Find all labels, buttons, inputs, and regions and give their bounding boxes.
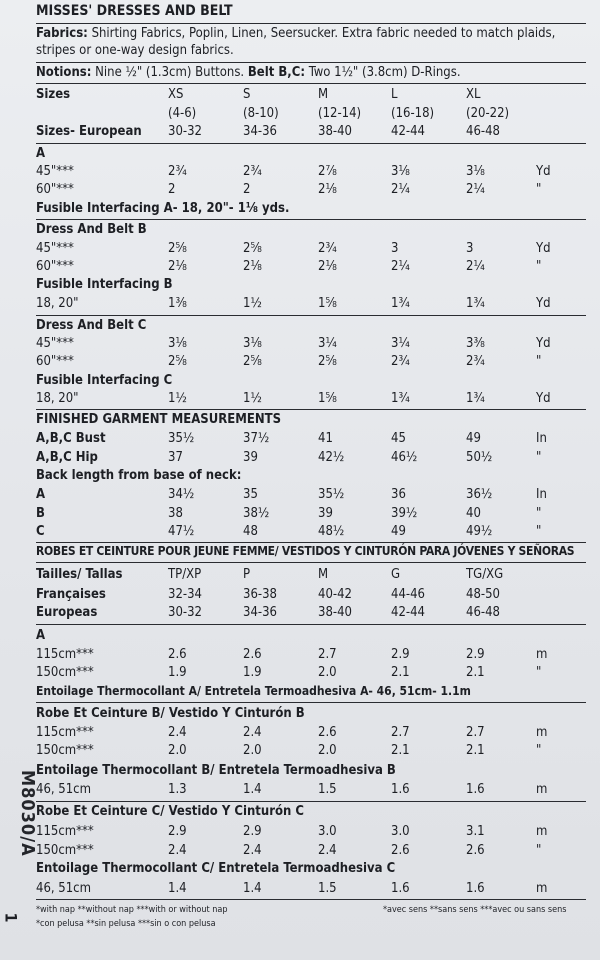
unit: " (536, 450, 542, 465)
page-number: 1 (1, 912, 21, 923)
row-label: 150cm*** (36, 743, 94, 758)
entoilage-a: Entoilage Thermocollant A/ Entretela Termoadhesiva A- 46, 51cm- 1.1m (36, 684, 471, 698)
cell: 2⅛ (318, 259, 337, 274)
cell: 37½ (243, 431, 270, 446)
cell: 40 (466, 506, 481, 521)
unit: Yd (536, 391, 551, 406)
row-label: 18, 20" (36, 391, 79, 406)
size-european: 42-44 (391, 124, 425, 139)
cell: 3⅛ (466, 164, 485, 179)
row-label: 45"*** (36, 241, 74, 256)
cell: 2¾ (318, 241, 337, 256)
cell: 1½ (243, 296, 262, 311)
view-a-heading (0, 145, 600, 162)
sizes-range-row (0, 105, 600, 122)
divider (36, 624, 586, 625)
cell: 42½ (318, 450, 345, 465)
cell: 44-46 (391, 587, 425, 602)
fabrics-line-1 (36, 25, 590, 42)
sizes-european-row (0, 123, 600, 140)
metric-a-label: A (36, 628, 46, 643)
divider (36, 801, 586, 802)
fabrics-label: Fabrics: (36, 26, 88, 41)
cell: 2⅝ (243, 241, 262, 256)
cell: 48 (243, 524, 258, 539)
size-european: 38-40 (318, 124, 352, 139)
dress-belt-b-label: Dress And Belt B (36, 222, 147, 237)
size-range: (20-22) (466, 106, 510, 121)
size-code: M (318, 87, 329, 102)
cell: 2.1 (466, 665, 485, 680)
unit: " (536, 665, 542, 680)
cell: 2.0 (168, 743, 187, 758)
cell: 1.9 (243, 665, 262, 680)
cell: 1.3 (168, 782, 187, 797)
size-code: L (391, 87, 398, 102)
divider (36, 562, 586, 563)
cell: 2.9 (391, 647, 410, 662)
francaises-row (0, 586, 600, 603)
row-label: 45"*** (36, 164, 74, 179)
row-label: B (36, 506, 45, 521)
cell: 2.4 (243, 843, 262, 858)
cell: 42-44 (391, 605, 425, 620)
row-label: 150cm*** (36, 665, 94, 680)
cell: TP/XP (168, 567, 202, 582)
metric-b-115 (0, 724, 600, 741)
french-title: ROBES ET CEINTURE POUR JEUNE FEMME/ VESTIDOS Y CINTURÓN PARA JÓVENES Y SEÑORAS (36, 544, 575, 558)
cell: 2¾ (466, 354, 485, 369)
row-label: 60"*** (36, 259, 74, 274)
cell: 34-36 (243, 605, 277, 620)
cell: 46-48 (466, 605, 500, 620)
cell: 2¼ (391, 259, 410, 274)
tailles-row (0, 566, 600, 583)
size-code: XS (168, 87, 184, 102)
cell: 2.7 (466, 725, 485, 740)
cell: 2⅝ (168, 241, 187, 256)
unit: " (536, 743, 542, 758)
unit: m (536, 725, 548, 740)
cell: 2⅞ (318, 164, 337, 179)
unit: " (536, 259, 542, 274)
divider (36, 899, 586, 900)
view-a-60 (0, 181, 600, 198)
cell: 35 (243, 487, 258, 502)
cell: 3⅛ (243, 336, 262, 351)
row-label: 115cm*** (36, 647, 94, 662)
divider (36, 23, 586, 24)
unit: m (536, 881, 548, 896)
cell: 35½ (318, 487, 345, 502)
cell: 2⅛ (168, 259, 187, 274)
footnote-english: *with nap **without nap ***with or without nap (36, 905, 228, 915)
cell: 3⅜ (466, 336, 485, 351)
cell: 2.7 (391, 725, 410, 740)
interfacing-b-label: Fusible Interfacing B (36, 277, 173, 292)
cell: 36 (391, 487, 406, 502)
unit: In (536, 431, 547, 446)
row-label: 150cm*** (36, 843, 94, 858)
cell: 2.6 (243, 647, 262, 662)
cell: 49 (466, 431, 481, 446)
cell: 2¾ (243, 164, 262, 179)
row-label: 60"*** (36, 354, 74, 369)
notions-label: Notions: (36, 65, 92, 80)
belt-text: Two 1½" (3.8cm) D-Rings. (308, 65, 461, 80)
cell: 2⅛ (243, 259, 262, 274)
unit: " (536, 182, 542, 197)
dress-belt-c-label: Dress And Belt C (36, 318, 147, 333)
metric-a-heading (0, 627, 600, 644)
row-label: 45"*** (36, 336, 74, 351)
back-length-label: Back length from base of neck: (36, 468, 242, 483)
row-label: 18, 20" (36, 296, 79, 311)
cell: 47½ (168, 524, 195, 539)
cell: 49 (391, 524, 406, 539)
unit: m (536, 824, 548, 839)
divider (36, 409, 586, 410)
cell: 2¼ (391, 182, 410, 197)
unit: " (536, 843, 542, 858)
cell: 1.4 (243, 881, 262, 896)
row-label: A,B,C Hip (36, 450, 98, 465)
cell: 2⅝ (243, 354, 262, 369)
cell: 2.1 (391, 743, 410, 758)
divider (36, 83, 586, 84)
back-c-row (0, 523, 600, 540)
unit: Yd (536, 296, 551, 311)
entoilage-b-label: Entoilage Thermocollant B/ Entretela Termoadhesiva B (36, 763, 396, 778)
interfacing-b-row (0, 295, 600, 312)
cell: 2⅝ (168, 354, 187, 369)
cell: M (318, 567, 329, 582)
cell: 1.6 (391, 881, 410, 896)
cell: 2.9 (168, 824, 187, 839)
row-label: Françaises (36, 587, 106, 602)
metric-a-115 (0, 646, 600, 663)
cell: 1½ (168, 391, 187, 406)
unit: " (536, 506, 542, 521)
footnote-french: *avec sens **sans sens ***avec ou sans sens (383, 905, 567, 915)
cell: 50½ (466, 450, 493, 465)
metric-b-label: Robe Et Ceinture B/ Vestido Y Cinturón B (36, 706, 305, 721)
size-code: XL (466, 87, 481, 102)
cell: 39 (318, 506, 333, 521)
hip-row (0, 449, 600, 466)
back-b-row (0, 505, 600, 522)
cell: 2 (243, 182, 251, 197)
size-european: 46-48 (466, 124, 500, 139)
size-range: (16-18) (391, 106, 435, 121)
divider (36, 62, 586, 63)
cell: 2.9 (466, 647, 485, 662)
cell: 1⅝ (318, 296, 337, 311)
cell: 39 (243, 450, 258, 465)
cell: 2.1 (466, 743, 485, 758)
row-label: A (36, 487, 46, 502)
belt-label: Belt B,C: (247, 65, 306, 80)
cell: 1.6 (391, 782, 410, 797)
size-european: 34-36 (243, 124, 277, 139)
cell: 2.0 (318, 743, 337, 758)
cell: 38-40 (318, 605, 352, 620)
unit: Yd (536, 336, 551, 351)
cell: 2 (168, 182, 176, 197)
cell: 2.6 (318, 725, 337, 740)
cell: 38½ (243, 506, 270, 521)
cell: 30-32 (168, 605, 202, 620)
size-range: (4-6) (168, 106, 197, 121)
cell: 2.6 (168, 647, 187, 662)
cell: 1.4 (243, 782, 262, 797)
unit: " (536, 524, 542, 539)
interfacing-c-label: Fusible Interfacing C (36, 373, 173, 388)
cell: 2.4 (168, 843, 187, 858)
notions-line (36, 64, 590, 81)
cell: 3⅛ (168, 336, 187, 351)
footnote-spanish: *con pelusa **sin pelusa ***sin o con pelusa (36, 919, 216, 929)
dress-c-60 (0, 353, 600, 370)
cell: 39½ (391, 506, 418, 521)
cell: 1.6 (466, 881, 485, 896)
cell: 2¾ (391, 354, 410, 369)
fabrics-text-2: stripes or one-way design fabrics. (36, 43, 234, 58)
row-label: C (36, 524, 45, 539)
cell: 2¼ (466, 259, 485, 274)
cell: 1.4 (168, 881, 187, 896)
cell: 48½ (318, 524, 345, 539)
cell: 3¼ (318, 336, 337, 351)
metric-a-150 (0, 664, 600, 681)
cell: 32-34 (168, 587, 202, 602)
europeas-row (0, 604, 600, 621)
divider (36, 315, 586, 316)
cell: 1¾ (391, 296, 410, 311)
row-label: A,B,C Bust (36, 431, 106, 446)
cell: 2⅝ (318, 354, 337, 369)
cell: 1.9 (168, 665, 187, 680)
interfacing-c-row (0, 390, 600, 407)
divider (36, 219, 586, 220)
metric-c-115 (0, 823, 600, 840)
cell: 1¾ (391, 391, 410, 406)
cell: 2.4 (318, 843, 337, 858)
back-a-row (0, 486, 600, 503)
cell: 2.6 (391, 843, 410, 858)
cell: 35½ (168, 431, 195, 446)
unit: " (536, 354, 542, 369)
cell: 34½ (168, 487, 195, 502)
cell: 1½ (243, 391, 262, 406)
cell: 2.9 (243, 824, 262, 839)
size-european: 30-32 (168, 124, 202, 139)
cell: 37 (168, 450, 183, 465)
unit: m (536, 782, 548, 797)
cell: 2.6 (466, 843, 485, 858)
divider (36, 702, 586, 703)
cell: 2.4 (168, 725, 187, 740)
cell: 2.0 (243, 743, 262, 758)
size-range: (12-14) (318, 106, 362, 121)
cell: 1.5 (318, 782, 337, 797)
row-label: 46, 51cm (36, 881, 92, 896)
size-range: (8-10) (243, 106, 279, 121)
cell: 2¾ (168, 164, 187, 179)
cell: 3.1 (466, 824, 485, 839)
dress-c-45 (0, 335, 600, 352)
cell: 3¼ (391, 336, 410, 351)
cell: 3.0 (318, 824, 337, 839)
cell: 1¾ (466, 296, 485, 311)
bust-row (0, 430, 600, 447)
cell: 40-42 (318, 587, 352, 602)
metric-c-150 (0, 842, 600, 859)
fabrics-text-1: Shirting Fabrics, Poplin, Linen, Seersucker. Extra fabric needed to match plaids, (91, 26, 556, 41)
interfacing-a: Fusible Interfacing A- 18, 20"- 1⅛ yds. (36, 201, 290, 216)
unit: Yd (536, 164, 551, 179)
cell: 48-50 (466, 587, 500, 602)
cell: 3 (466, 241, 474, 256)
cell: 3 (391, 241, 399, 256)
cell: 45 (391, 431, 406, 446)
unit: In (536, 487, 547, 502)
dress-b-60 (0, 258, 600, 275)
metric-c-label: Robe Et Ceinture C/ Vestido Y Cinturón C (36, 804, 305, 819)
row-label: Tailles/ Tallas (36, 567, 123, 582)
unit: Yd (536, 241, 551, 256)
cell: 1⅜ (168, 296, 187, 311)
cell: 2.4 (243, 725, 262, 740)
cell: 36½ (466, 487, 493, 502)
sizes-european-label: Sizes- European (36, 124, 142, 139)
row-label: 115cm*** (36, 725, 94, 740)
metric-b-150 (0, 742, 600, 759)
row-label: 115cm*** (36, 824, 94, 839)
finished-title: FINISHED GARMENT MEASUREMENTS (36, 412, 282, 427)
cell: 2¼ (466, 182, 485, 197)
entoilage-b-row (0, 781, 600, 798)
entoilage-c-label: Entoilage Thermocollant C/ Entretela Termoadhesiva C (36, 861, 396, 876)
sizes-label: Sizes (36, 87, 71, 102)
cell: 2.7 (318, 647, 337, 662)
cell: 46½ (391, 450, 418, 465)
entoilage-c-row (0, 880, 600, 897)
row-label: Europeas (36, 605, 98, 620)
row-label: 46, 51cm (36, 782, 92, 797)
view-a-label: A (36, 146, 46, 161)
unit: m (536, 647, 548, 662)
divider (36, 143, 586, 144)
cell: 41 (318, 431, 333, 446)
row-label: 60"*** (36, 182, 74, 197)
sizes-code-row (0, 86, 600, 103)
cell: 38 (168, 506, 183, 521)
cell: G (391, 567, 401, 582)
cell: P (243, 567, 251, 582)
cell: 1¾ (466, 391, 485, 406)
cell: 3⅛ (391, 164, 410, 179)
cell: 3.0 (391, 824, 410, 839)
size-code: S (243, 87, 251, 102)
dress-b-45 (0, 240, 600, 257)
cell: 49½ (466, 524, 493, 539)
cell: 1⅝ (318, 391, 337, 406)
view-a-45 (0, 163, 600, 180)
cell: 2⅛ (318, 182, 337, 197)
cell: TG/XG (466, 567, 504, 582)
cell: 2.0 (318, 665, 337, 680)
cell: 36-38 (243, 587, 277, 602)
cell: 1.5 (318, 881, 337, 896)
cell: 2.1 (391, 665, 410, 680)
notions-text: Nine ½" (1.3cm) Buttons. (95, 65, 245, 80)
cell: 1.6 (466, 782, 485, 797)
page-title: MISSES' DRESSES AND BELT (36, 3, 233, 19)
pattern-code-vertical: M8030/A (17, 770, 38, 857)
